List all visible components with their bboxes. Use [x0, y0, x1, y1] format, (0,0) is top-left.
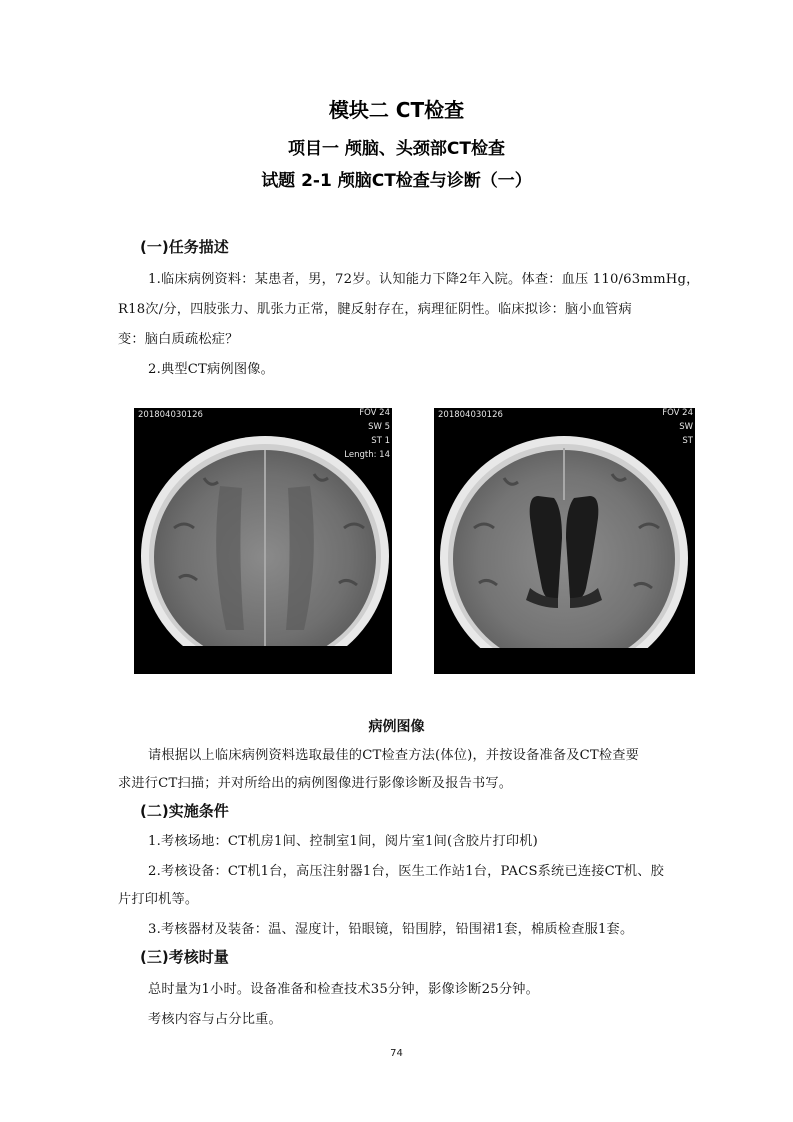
text-line: 请根据以上临床病例资料选取最佳的CT检查方法(体位)，并按设备准备及CT检查要 [148, 748, 640, 763]
project-title: 项目一 颅脑、头颈部CT检查 [288, 139, 505, 159]
ct-study-id: 201804030126 [138, 410, 203, 420]
ct-image-left [134, 408, 392, 674]
ct-scan-right [434, 408, 695, 674]
text-line: 求进行CT扫描；并对所给出的病例图像进行影像诊断及报告书写。 [118, 776, 513, 791]
ct-study-id: 201804030126 [438, 410, 503, 420]
ct-meta-line: SW [679, 422, 693, 432]
ct-meta-line: ST 1 [371, 436, 390, 446]
image-caption: 病例图像 [368, 719, 425, 735]
text-line: 变：脑白质疏松症？ [118, 332, 239, 347]
ct-meta-line: FOV 24 [359, 408, 390, 418]
ct-scan-left [134, 408, 392, 674]
text-line: 2.考核设备：CT机1台，高压注射器1台，医生工作站1台，PACS系统已连接CT机、胶 [148, 864, 665, 879]
ct-image-right [434, 408, 695, 674]
ct-meta-line: SW 5 [368, 422, 390, 432]
text-line: 1.考核场地：CT机房1间、控制室1间，阅片室1间(含胶片打印机) [148, 834, 539, 849]
section-conditions-title: (二)实施条件 [140, 802, 229, 820]
ct-meta-line: FOV 24 [662, 408, 693, 418]
exam-title: 试题 2-1 颅脑CT检查与诊断（一） [261, 171, 532, 191]
page-number: 74 [390, 1048, 403, 1059]
text-line: R18次/分，四肢张力、肌张力正常，腱反射存在，病理征阴性。临床拟诊：脑小血管病 [118, 302, 632, 317]
section-task-description-title: (一)任务描述 [140, 238, 229, 256]
ct-meta-line: ST [682, 436, 693, 446]
text-line: 总时量为1小时。设备准备和检查技术35分钟，影像诊断25分钟。 [148, 982, 540, 997]
text-line: 考核内容与占分比重。 [148, 1012, 282, 1027]
ct-meta-line: Length: 14 [344, 450, 390, 460]
text-line: 3.考核器材及装备：温、湿度计，铅眼镜，铅围脖，铅围裙1套，棉质检查服1套。 [148, 922, 634, 937]
module-title: 模块二 CT检查 [328, 98, 465, 122]
text-line: 1.临床病例资料：某患者，男，72岁。认知能力下降2年入院。体查：血压 110/63mmHg， [148, 272, 700, 287]
text-line: 片打印机等。 [118, 892, 199, 907]
section-duration-title: (三)考核时量 [140, 948, 229, 966]
text-line: 2.典型CT病例图像。 [148, 362, 274, 377]
